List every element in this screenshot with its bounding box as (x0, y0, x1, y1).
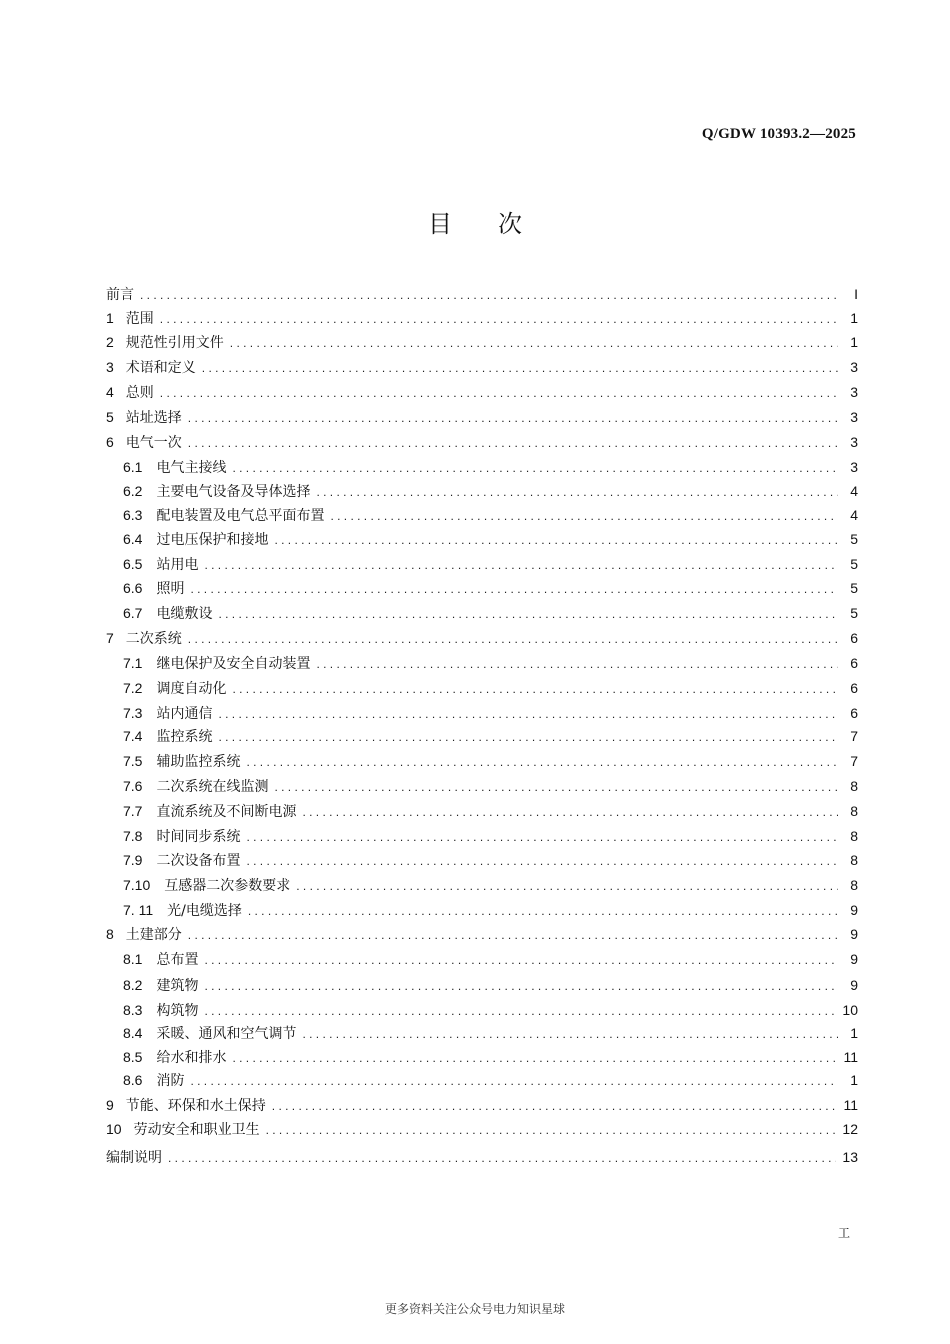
toc-entry[interactable] (106, 1119, 858, 1139)
toc-entry[interactable] (123, 949, 858, 969)
toc-entry-label: 编制说明 (106, 1150, 162, 1166)
page-number: 工 (838, 1226, 851, 1240)
toc-entry-page: 9 (850, 951, 858, 967)
toc-entry-page: 7 (850, 753, 858, 769)
toc-entry-page: 3 (850, 434, 858, 450)
toc-entry-page: 8 (850, 828, 858, 844)
toc-entry-number: 7.5 (123, 753, 143, 769)
toc-entry-page: 6 (850, 630, 858, 646)
dot-leader (188, 629, 838, 649)
toc-entry-number: 8.4 (123, 1025, 143, 1041)
toc-entry-number: 7.4 (123, 728, 143, 744)
toc-entry-page: 9 (850, 926, 858, 942)
toc-entry-number: 9 (106, 1097, 114, 1113)
toc-entry[interactable] (106, 1147, 858, 1167)
toc-entry-label: 站内通信 (156, 706, 213, 722)
toc-entry[interactable] (123, 505, 858, 525)
toc-entry-number: 7.10 (123, 877, 151, 893)
toc-entry-page: 3 (850, 459, 858, 475)
toc-entry-page: 9 (850, 977, 858, 993)
toc-entry-label: 站址选择 (125, 410, 182, 426)
toc-entry-label: 术语和定义 (125, 360, 196, 376)
toc-entry[interactable] (106, 1095, 858, 1115)
toc-entry-page: 1 (850, 1072, 858, 1088)
toc-entry-number: 8.5 (123, 1049, 143, 1065)
toc-entry-label: 过电压保护和接地 (156, 532, 269, 548)
toc-entry-number: 6.1 (123, 459, 143, 475)
toc-entry-label: 站用电 (156, 557, 199, 573)
toc-entry-number: 7.9 (123, 852, 143, 868)
toc-entry-number: 3 (106, 359, 114, 375)
toc-entry-number: 7.6 (123, 778, 143, 794)
toc-entry-label: 互感器二次参数要求 (164, 878, 291, 894)
dot-leader (168, 1148, 836, 1168)
toc-entry-label: 监控系统 (156, 729, 213, 745)
toc-entry-label: 二次设备布置 (156, 853, 241, 869)
toc-entry-number: 7.1 (123, 655, 143, 671)
toc-entry-number: 2 (106, 334, 114, 350)
toc-entry[interactable] (123, 801, 858, 821)
toc-entry[interactable] (123, 875, 858, 895)
dot-leader (188, 433, 838, 453)
toc-entry-number: 6.5 (123, 556, 143, 572)
toc-entry[interactable] (123, 653, 858, 673)
toc-entry-page: 6 (850, 680, 858, 696)
toc-entry-label: 前言 (106, 287, 134, 303)
toc-entry-page: 4 (850, 507, 858, 523)
toc-entry-label: 二次系统在线监测 (156, 779, 269, 795)
toc-entry-page: 9 (850, 902, 858, 918)
toc-entry[interactable] (106, 357, 858, 377)
dot-leader (218, 604, 838, 624)
toc-entry-number: 8.2 (123, 977, 143, 993)
dot-leader (296, 876, 838, 896)
toc-entry-page: 3 (850, 384, 858, 400)
dot-leader (246, 752, 838, 772)
dot-leader (204, 1001, 836, 1021)
dot-leader (204, 555, 838, 575)
toc-entry-page: 8 (850, 877, 858, 893)
toc-entry[interactable] (123, 726, 858, 746)
toc-entry-page: 4 (850, 483, 858, 499)
toc-entry-label: 给水和排水 (156, 1050, 227, 1066)
toc-entry-number: 6.4 (123, 531, 143, 547)
toc-entry-number: 7.3 (123, 705, 143, 721)
toc-entry-number: 10 (106, 1121, 122, 1137)
toc-entry[interactable] (106, 432, 858, 452)
toc-entry[interactable] (106, 332, 858, 352)
toc-entry[interactable] (123, 1023, 858, 1043)
dot-leader (232, 679, 838, 699)
dot-leader (274, 777, 838, 797)
toc-entry-number: 7 (106, 630, 114, 646)
toc-entry-page: 8 (850, 852, 858, 868)
dot-leader (190, 579, 838, 599)
footer-note: 更多资料关注公众号电力知识星球 (384, 1302, 565, 1316)
toc-entry-page: 5 (850, 605, 858, 621)
toc-entry[interactable] (106, 284, 858, 304)
dot-leader (274, 530, 838, 550)
toc-entry-label: 总则 (125, 385, 154, 401)
dot-leader (140, 285, 838, 305)
toc-entry-label: 建筑物 (156, 978, 199, 994)
toc-entry-number: 8.6 (123, 1072, 143, 1088)
dot-leader (246, 851, 838, 871)
toc-entry[interactable] (123, 1047, 858, 1067)
toc-entry[interactable] (106, 308, 858, 328)
toc-entry-page: 1 (850, 310, 858, 326)
toc-entry-label: 节能、环保和水土保持 (125, 1098, 266, 1114)
dot-leader (204, 976, 838, 996)
toc-entry-label: 光/电缆选择 (167, 903, 242, 919)
toc-entry-page: I (854, 286, 858, 302)
toc-entry-page: 12 (842, 1121, 858, 1137)
dot-leader (330, 506, 838, 526)
toc-entry-label: 构筑物 (156, 1003, 199, 1019)
toc-entry-label: 规范性引用文件 (125, 335, 224, 351)
toc-entry[interactable] (123, 1000, 858, 1020)
toc-entry-page: 8 (850, 778, 858, 794)
toc-entry-number: 5 (106, 409, 114, 425)
dot-leader (218, 704, 838, 724)
toc-entry[interactable] (123, 529, 858, 549)
toc-entry-label: 直流系统及不间断电源 (156, 804, 297, 820)
toc-entry-number: 6 (106, 434, 114, 450)
toc-entry-page: 1 (850, 1025, 858, 1041)
toc-entry-page: 6 (850, 655, 858, 671)
toc-entry-page: 5 (850, 531, 858, 547)
toc-entry[interactable] (106, 407, 858, 427)
toc-entry-page: 10 (842, 1002, 858, 1018)
toc-entry-label: 电缆敷设 (156, 606, 213, 622)
toc-entry-label: 照明 (156, 581, 185, 597)
toc-entry-label: 辅助监控系统 (156, 754, 241, 770)
dot-leader (248, 901, 838, 921)
toc-entry[interactable] (123, 578, 858, 598)
toc-entry-number: 7.2 (123, 680, 143, 696)
toc-entry-label: 消防 (156, 1073, 185, 1089)
toc-entry-page: 5 (850, 580, 858, 596)
toc-entry-number: 4 (106, 384, 114, 400)
document-code: Q/GDW 10393.2—2025 (701, 126, 856, 142)
toc-entry[interactable] (123, 554, 858, 574)
dot-leader (218, 727, 838, 747)
toc-entry-number: 7.8 (123, 828, 143, 844)
toc-entry-number: 8.3 (123, 1002, 143, 1018)
dot-leader (232, 1048, 837, 1068)
dot-leader (302, 1024, 838, 1044)
toc-entry[interactable] (123, 826, 858, 846)
toc-entry-label: 调度自动化 (156, 681, 227, 697)
toc-entry-page: 11 (843, 1049, 858, 1065)
toc-entry[interactable] (106, 382, 858, 402)
toc-entry[interactable] (123, 1070, 858, 1090)
toc-entry-number: 7. 11 (123, 902, 154, 918)
dot-leader (316, 654, 838, 674)
toc-entry[interactable] (106, 924, 858, 944)
toc-entry[interactable] (123, 751, 858, 771)
dot-leader (204, 950, 838, 970)
dot-leader (266, 1120, 837, 1140)
toc-entry-page: 3 (850, 409, 858, 425)
dot-leader (160, 383, 838, 403)
dot-leader (190, 1071, 838, 1091)
toc-entry[interactable] (123, 850, 858, 870)
toc-entry-label: 采暖、通风和空气调节 (156, 1026, 297, 1042)
dot-leader (316, 482, 838, 502)
dot-leader (202, 358, 838, 378)
toc-entry-label: 主要电气设备及导体选择 (156, 484, 311, 500)
dot-leader (230, 333, 838, 353)
toc-entry-page: 13 (842, 1149, 858, 1165)
toc-entry-number: 1 (106, 310, 114, 326)
toc-entry[interactable] (123, 900, 858, 920)
toc-entry[interactable] (123, 703, 858, 723)
dot-leader (188, 925, 838, 945)
toc-entry-label: 电气主接线 (156, 460, 227, 476)
dot-leader (232, 458, 838, 478)
toc-entry-number: 6.7 (123, 605, 143, 621)
dot-leader (160, 309, 838, 329)
toc-title: 目次 (428, 210, 568, 238)
toc-entry-number: 7.7 (123, 803, 143, 819)
dot-leader (188, 408, 838, 428)
toc-entry-label: 劳动安全和职业卫生 (133, 1122, 260, 1138)
toc-entry-label: 电气一次 (125, 435, 182, 451)
toc-entry-label: 土建部分 (125, 927, 182, 943)
toc-entry-page: 6 (850, 705, 858, 721)
toc-entry[interactable] (123, 975, 858, 995)
dot-leader (246, 827, 838, 847)
toc-entry-number: 6.2 (123, 483, 143, 499)
toc-entry-page: 3 (850, 359, 858, 375)
toc-entry-page: 5 (850, 556, 858, 572)
toc-entry-page: 1 (850, 334, 858, 350)
toc-entry[interactable] (106, 628, 858, 648)
dot-leader (272, 1096, 838, 1116)
toc-entry[interactable] (123, 678, 858, 698)
toc-entry-label: 总布置 (156, 952, 199, 968)
toc-entry[interactable] (123, 481, 858, 501)
toc-entry-number: 6.6 (123, 580, 143, 596)
toc-entry-page: 11 (843, 1097, 858, 1113)
toc-entry[interactable] (123, 457, 858, 477)
toc-entry-page: 8 (850, 803, 858, 819)
dot-leader (302, 802, 838, 822)
toc-entry-label: 二次系统 (125, 631, 182, 647)
toc-entry-label: 范围 (125, 311, 154, 327)
toc-entry-label: 时间同步系统 (156, 829, 241, 845)
toc-entry[interactable] (123, 603, 858, 623)
toc-entry-page: 7 (850, 728, 858, 744)
toc-entry-number: 6.3 (123, 507, 143, 523)
toc-entry-number: 8 (106, 926, 114, 942)
toc-entry-label: 继电保护及安全自动装置 (156, 656, 311, 672)
toc-entry-label: 配电装置及电气总平面布置 (156, 508, 325, 524)
toc-entry[interactable] (123, 776, 858, 796)
toc-entry-number: 8.1 (123, 951, 143, 967)
